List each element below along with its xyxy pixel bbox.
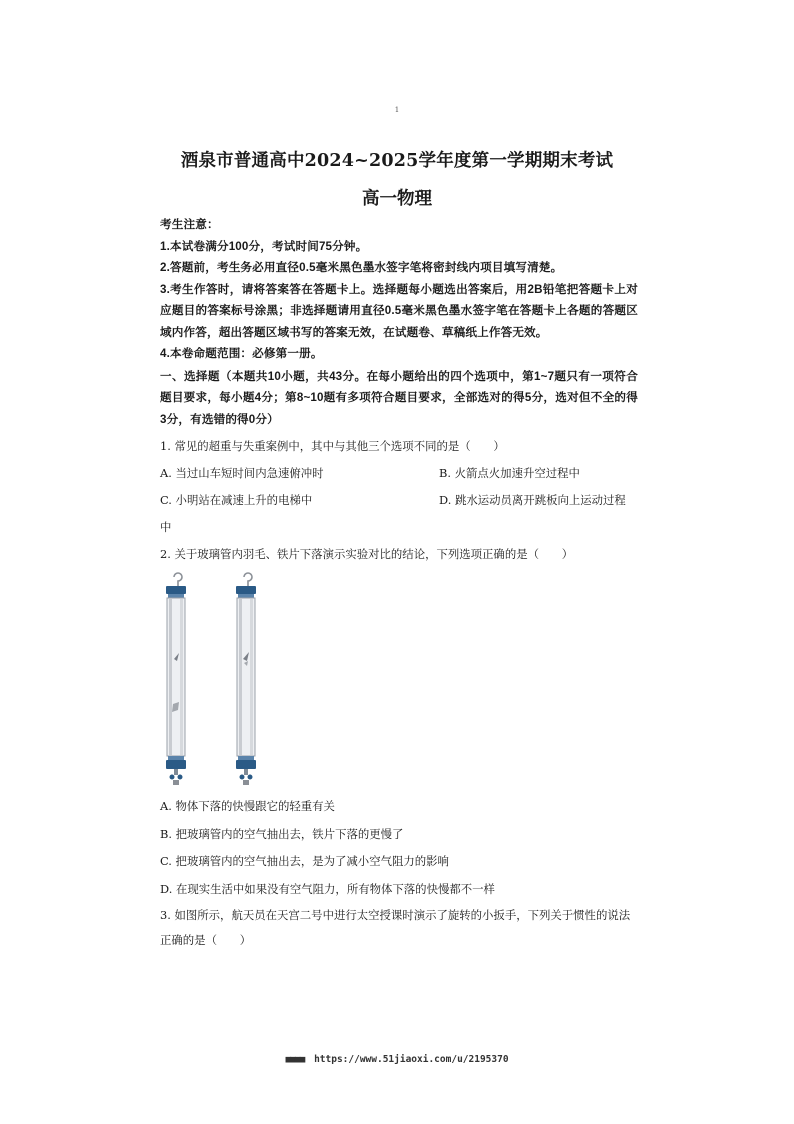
question-1-option-d: D. 跳水运动员离开跳板向上运动过程 [439,493,626,507]
glass-tube-left [166,573,186,785]
question-1-stem: 1. 常见的超重与失重案例中，其中与其他三个选项不同的是（ ） [160,439,505,453]
question-1-options-row-2 [160,487,638,514]
exam-subject: 高一物理 [362,189,432,209]
question-1-option-c: C. 小明站在减速上升的电梯中 [160,493,313,507]
page-number: 1 [394,106,400,114]
glass-tube-right [236,573,256,785]
notice-item: 2.答题前，考生务必用直径0.5毫米黑色墨水签字笔将密封线内项目填写清楚。 [160,261,563,274]
question-1-option-a: A. 当过山车短时间内急速俯冲时 [160,466,324,480]
notice-heading: 考生注意： [160,218,219,231]
footer-dots: ■■■■ [285,1054,305,1065]
notice-item: 1.本试卷满分100分，考试时间75分钟。 [160,239,368,253]
question-1-option-b: B. 火箭点火加速升空过程中 [439,466,580,480]
exam-content [160,214,638,953]
footer-watermark [0,1054,794,1065]
question-1-option-d-wrap: 中 [160,520,172,534]
glass-tubes-illustration [160,571,280,793]
exam-title: 酒泉市普通高中2024~2025学年度第一学期期末考试 [180,151,614,171]
question-2-stem: 2. 关于玻璃管内羽毛、铁片下落演示实验对比的结论，下列选项正确的是（ ） [160,547,574,561]
question-2-option-d: D. 在现实生活中如果没有空气阻力，所有物体下落的快慢都不一样 [160,881,495,896]
question-3-stem: 3. 如图所示，航天员在天宫二号中进行太空授课时演示了旋转的小扳手，下列关于惯性的说法正确的是（ ） [160,908,631,947]
notice-item: 4.本卷命题范围：必修第一册。 [160,347,323,360]
question-2-option-b: B. 把玻璃管内的空气抽出去，铁片下落的更慢了 [160,826,404,841]
footer-url[interactable]: https://www.51jiaoxi.com/u/2195370 [314,1054,509,1065]
question-2-option-a: A. 物体下落的快慢跟它的轻重有关 [160,799,335,813]
glass-tube-figure [160,571,638,793]
question-2-option-c: C. 把玻璃管内的空气抽出去，是为了减小空气阻力的影响 [160,854,449,868]
section-heading: 一、选择题（本题共10小题，共43分。在每小题给出的四个选项中，第1~7题只有一项符合题目要求，每小题4分；第8~10题有多项符合题目要求，全部选对的得5分，选对但不全的得3分，有选错的得0分） [160,369,638,426]
notice-item: 3.考生作答时，请将答案答在答题卡上。选择题每小题选出答案后，用2B铅笔把答题卡上对应题目的答案标号涂黑；非选择题请用直径0.5毫米黑色墨水签字笔在答题卡上各题的答题区域内作答，超出答题区域书写的答案无效，在试题卷、草稿纸上作答无效。 [160,282,638,339]
question-1-options-row-1 [160,460,638,487]
